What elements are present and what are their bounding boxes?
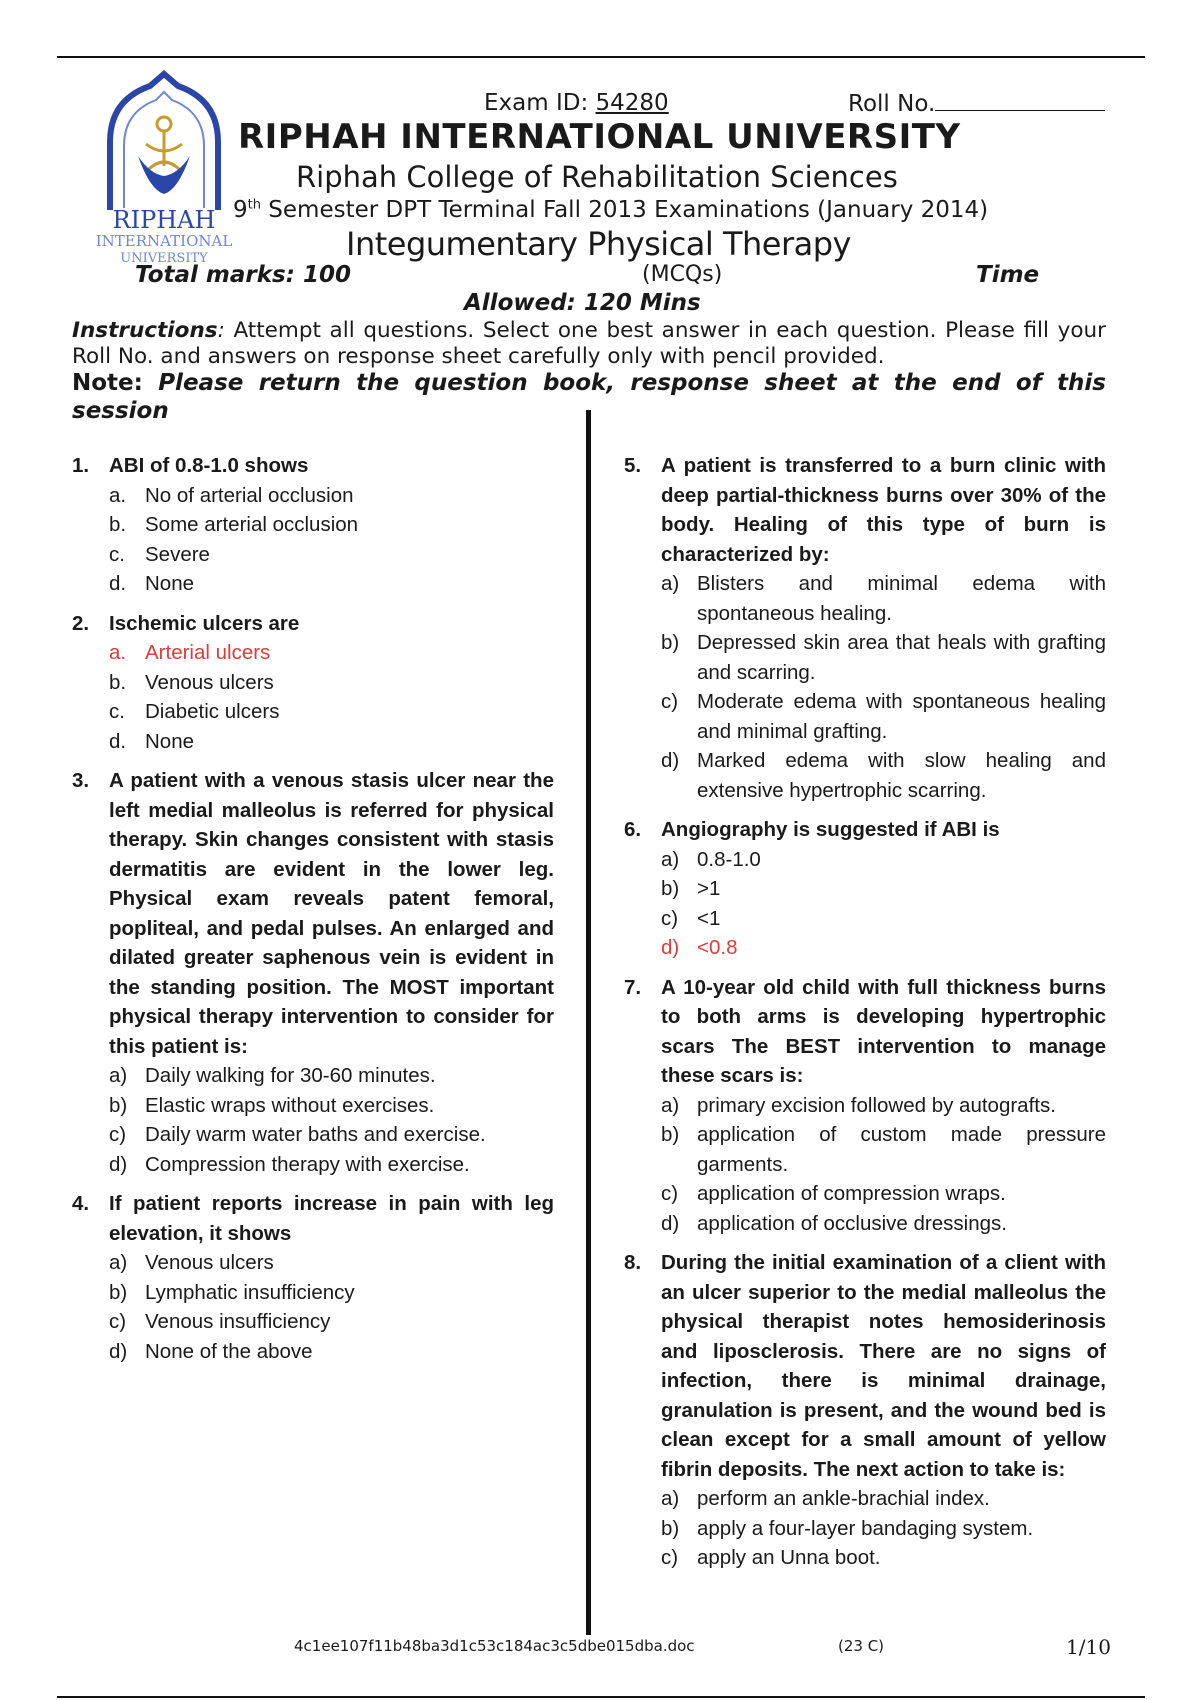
option-label: a. xyxy=(109,483,127,507)
footer-filename: 4c1ee107f11b48ba3d1c53c184ac3c5dbe015dba.doc xyxy=(294,1637,695,1655)
question-stem xyxy=(624,973,1106,1091)
option-label: a. xyxy=(109,641,127,664)
option-text: 0.8-1.0 xyxy=(697,847,761,871)
question-number: 6. xyxy=(624,818,642,841)
semester-text: Semester DPT Terminal Fall 2013 Examinations (January 2014) xyxy=(260,197,989,223)
option-label: c) xyxy=(661,906,679,930)
question-stem xyxy=(72,766,554,1061)
question-text: A 10-year old child with full thickness burns to both arms is developing hypertrophic scars The BEST intervention to manage these scars is: xyxy=(661,975,1106,1087)
question-text: If patient reports increase in pain with leg elevation, it shows xyxy=(109,1192,554,1245)
option-text: perform an ankle-brachial index. xyxy=(697,1487,990,1510)
question-stem xyxy=(72,451,554,481)
option-text: Daily walking for 30-60 minutes. xyxy=(145,1064,436,1087)
option-text: <0.8 xyxy=(697,936,738,959)
total-marks: Total marks: 100 xyxy=(135,262,351,288)
option-label: c. xyxy=(109,700,125,723)
footer-page-number: 1/10 xyxy=(1066,1635,1111,1659)
university-name: RIPHAH INTERNATIONAL UNIVERSITY xyxy=(238,117,961,157)
question-number: 5. xyxy=(624,454,642,477)
question-stem xyxy=(624,815,1106,845)
option-text: Blisters and minimal edema with spontaneous healing. xyxy=(697,572,1106,625)
semester-suffix: th xyxy=(247,197,261,213)
answer-option xyxy=(72,481,554,511)
logo-text-line1: RIPHAH xyxy=(112,206,216,234)
time-label: Time xyxy=(976,262,1040,288)
answer-option xyxy=(624,904,1106,934)
answer-option xyxy=(624,1179,1106,1209)
option-text: Marked edema with slow healing and extensive hypertrophic scarring. xyxy=(697,749,1106,802)
option-text: Arterial ulcers xyxy=(145,641,271,664)
answer-option-highlighted xyxy=(624,933,1106,963)
question xyxy=(72,609,554,757)
option-label: b) xyxy=(661,631,680,654)
answer-option xyxy=(624,1514,1106,1544)
question-stem xyxy=(624,451,1106,569)
option-label: b) xyxy=(109,1093,128,1117)
semester-line xyxy=(233,197,988,223)
option-text: Venous ulcers xyxy=(145,670,274,694)
logo-emblem-body xyxy=(146,132,182,170)
option-text: Venous insufficiency xyxy=(145,1310,331,1333)
answer-option xyxy=(72,1307,554,1337)
roll-no-label: Roll No. xyxy=(848,91,936,117)
option-label: b) xyxy=(109,1280,128,1304)
question xyxy=(72,1189,554,1366)
answer-option xyxy=(624,628,1106,687)
option-text: application of custom made pressure garments. xyxy=(697,1123,1106,1176)
exam-id-label: Exam ID: xyxy=(484,90,596,116)
logo-emblem-head xyxy=(157,117,171,131)
option-label: c) xyxy=(661,690,679,713)
column-divider xyxy=(586,410,591,1635)
answer-option xyxy=(72,1061,554,1091)
answer-option xyxy=(624,1120,1106,1179)
option-text: Some arterial occlusion xyxy=(145,513,359,536)
answer-option xyxy=(72,1150,554,1180)
instructions: Instructions: Attempt all questions. Select one best answer in each question. Please fill your Roll No. and answers on response sheet carefully only with pencil provided. xyxy=(72,318,1106,369)
question-text: A patient is transferred to a burn clinic with deep partial-thickness burns over 30% of the body. Healing of this type of burn is characterized by: xyxy=(661,454,1106,566)
answer-option-highlighted xyxy=(72,638,554,668)
subject-title: Integumentary Physical Therapy xyxy=(346,225,851,263)
top-rule xyxy=(57,56,1145,58)
option-text: apply an Unna boot. xyxy=(697,1546,881,1569)
option-label: c) xyxy=(109,1310,127,1333)
option-text: application of compression wraps. xyxy=(697,1182,1006,1205)
answer-option xyxy=(624,1091,1106,1121)
option-label: a) xyxy=(661,847,680,871)
option-text: <1 xyxy=(697,906,721,930)
option-label: d) xyxy=(661,749,680,772)
answer-option xyxy=(72,1337,554,1367)
college-name: Riphah College of Rehabilitation Sciences xyxy=(296,160,898,194)
question xyxy=(624,815,1106,963)
option-label: a) xyxy=(661,1487,680,1510)
option-text: Diabetic ulcers xyxy=(145,700,280,723)
option-label: a) xyxy=(109,1064,128,1087)
question-stem xyxy=(624,1248,1106,1484)
footer-code: (23 C) xyxy=(838,1637,885,1655)
question xyxy=(72,451,554,599)
question-number: 8. xyxy=(624,1251,642,1274)
option-text: application of occlusive dressings. xyxy=(697,1211,1007,1235)
note-text: Please return the question book, response sheet at the end of this session xyxy=(72,370,1106,424)
answer-option xyxy=(624,746,1106,805)
answer-option xyxy=(624,1484,1106,1514)
question-text: ABI of 0.8-1.0 shows xyxy=(109,454,309,477)
riphah-logo xyxy=(88,70,248,270)
option-text: Elastic wraps without exercises. xyxy=(145,1093,435,1117)
answer-option xyxy=(72,697,554,727)
answer-option xyxy=(624,687,1106,746)
answer-option xyxy=(72,1120,554,1150)
question-number: 4. xyxy=(72,1192,90,1215)
option-text: Severe xyxy=(145,542,210,566)
question xyxy=(72,766,554,1179)
option-label: b) xyxy=(661,1123,680,1146)
question-number: 7. xyxy=(624,975,642,999)
logo-text-line3: UNIVERSITY xyxy=(120,251,208,266)
answer-option xyxy=(624,845,1106,875)
question-number: 1. xyxy=(72,454,90,477)
option-text: Venous ulcers xyxy=(145,1251,274,1274)
answer-option xyxy=(72,1091,554,1121)
questions-left-column xyxy=(72,451,554,1376)
answer-option xyxy=(72,668,554,698)
roll-no-blank xyxy=(935,90,1105,111)
time-allowed: Allowed: 120 Mins xyxy=(464,290,701,316)
answer-option xyxy=(624,1543,1106,1573)
note-label: Note: xyxy=(72,370,159,396)
bottom-rule xyxy=(57,1696,1145,1698)
option-text: None xyxy=(145,729,195,753)
question-stem xyxy=(72,1189,554,1248)
option-label: d) xyxy=(109,1339,128,1363)
answer-option xyxy=(624,1209,1106,1239)
exam-id-value: 54280 xyxy=(595,90,669,116)
mcqs-label: (MCQs) xyxy=(642,262,723,287)
option-label: c) xyxy=(661,1546,679,1569)
answer-option xyxy=(624,569,1106,628)
option-label: a) xyxy=(109,1251,128,1274)
option-label: b. xyxy=(109,670,127,694)
option-text: Moderate edema with spontaneous healing and minimal grafting. xyxy=(697,690,1106,743)
answer-option xyxy=(72,727,554,757)
question-text: Ischemic ulcers are xyxy=(109,611,300,635)
answer-option xyxy=(72,540,554,570)
instructions-label: Instructions xyxy=(72,318,218,343)
option-label: d) xyxy=(109,1152,128,1176)
logo-text-line2: INTERNATIONAL xyxy=(95,232,233,250)
option-label: a) xyxy=(661,1093,680,1117)
option-label: d) xyxy=(661,1211,680,1235)
question-number: 3. xyxy=(72,769,90,792)
option-text: None xyxy=(145,572,195,595)
answer-option xyxy=(624,874,1106,904)
question-text: A patient with a venous stasis ulcer near the left medial malleolus is referred for physical therapy. Skin changes consistent with stasis dermatitis are evident in the lower leg. Physical exam reveals patent femoral, popliteal, and pedal pulses. An enlarged and dilated greater saphenous vein is evident in the standing position. The MOST important physical therapy intervention to consider for this patient is: xyxy=(109,769,554,1058)
option-text: Depressed skin area that heals with grafting and scarring. xyxy=(697,631,1106,684)
option-text: Lymphatic insufficiency xyxy=(145,1280,355,1304)
option-text: >1 xyxy=(697,877,721,900)
option-text: primary excision followed by autografts. xyxy=(697,1093,1056,1117)
option-label: d. xyxy=(109,572,127,595)
option-label: c) xyxy=(661,1182,679,1205)
question-stem xyxy=(72,609,554,639)
question-number: 2. xyxy=(72,611,90,635)
answer-option xyxy=(72,1248,554,1278)
answer-option xyxy=(72,569,554,599)
semester-number: 9 xyxy=(233,197,248,223)
roll-no xyxy=(848,90,1105,117)
question xyxy=(624,973,1106,1239)
option-text: Daily warm water baths and exercise. xyxy=(145,1123,486,1146)
option-label: d) xyxy=(661,936,680,959)
answer-option xyxy=(72,1278,554,1308)
option-text: Compression therapy with exercise. xyxy=(145,1152,470,1176)
question-text: Angiography is suggested if ABI is xyxy=(661,818,1000,841)
question xyxy=(624,451,1106,805)
option-label: a) xyxy=(661,572,680,595)
question xyxy=(624,1248,1106,1573)
option-label: b) xyxy=(661,877,680,900)
exam-id xyxy=(484,90,669,116)
option-label: b) xyxy=(661,1516,680,1540)
answer-option xyxy=(72,510,554,540)
instructions-text: Attempt all questions. Select one best answer in each question. Please fill your Roll No. and answers on response sheet carefully only with pencil provided. xyxy=(72,318,1106,369)
option-label: c. xyxy=(109,542,125,566)
option-text: No of arterial occlusion xyxy=(145,483,354,507)
option-label: d. xyxy=(109,729,127,753)
option-label: c) xyxy=(109,1123,127,1146)
option-text: apply a four-layer bandaging system. xyxy=(697,1516,1034,1540)
question-text: During the initial examination of a client with an ulcer superior to the medial malleolus the physical therapist notes hemosiderinosis and liposclerosis. There are no signs of infection, there is minimal drainage, granulation is present, and the wound bed is clean except for a small amount of yellow fibrin deposits. The next action to take is: xyxy=(661,1251,1106,1481)
questions-right-column xyxy=(624,451,1106,1583)
option-label: b. xyxy=(109,513,127,536)
option-text: None of the above xyxy=(145,1339,313,1363)
